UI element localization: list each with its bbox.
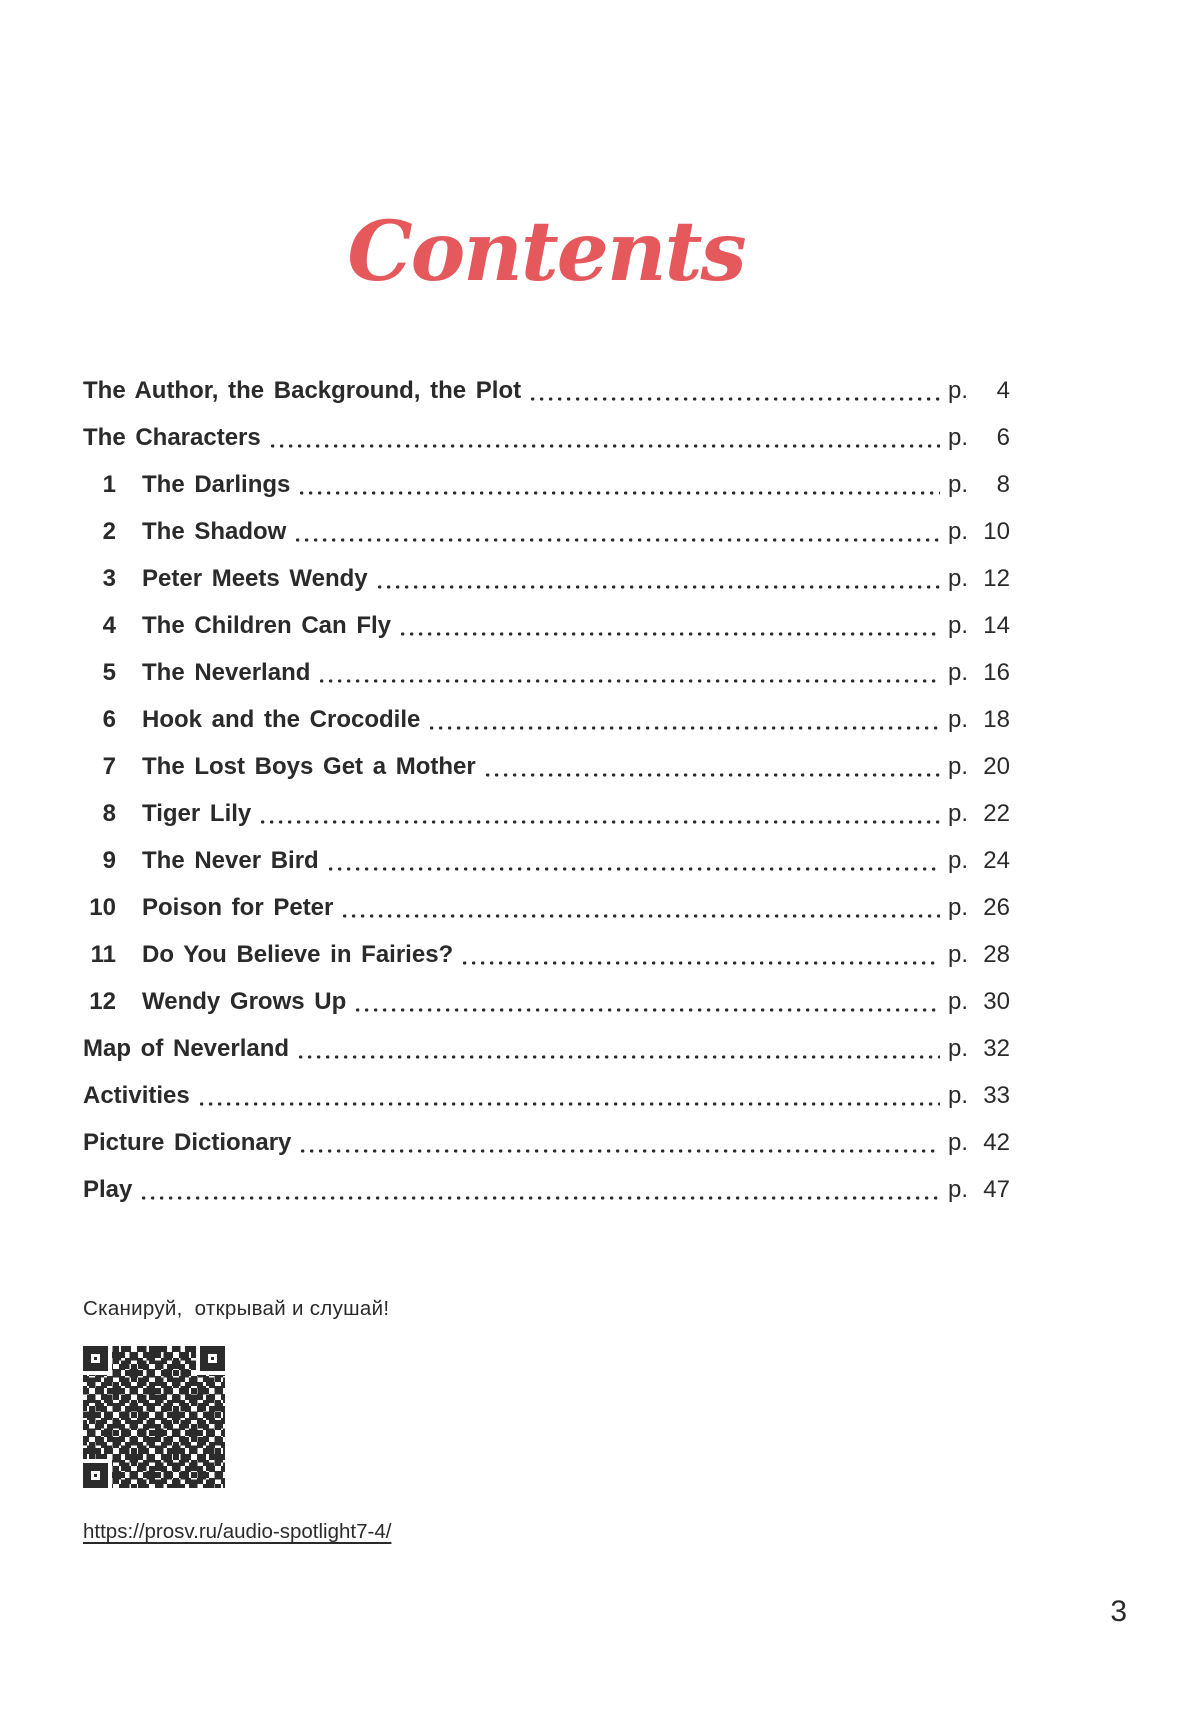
page-title: Contents [347, 204, 745, 300]
dot-leader [261, 801, 940, 827]
dot-leader [320, 660, 940, 686]
dot-leader [299, 1036, 940, 1062]
toc-row [83, 707, 1010, 733]
toc-entry-page: 8 [996, 471, 1010, 498]
qr-finder-icon [83, 1346, 108, 1371]
toc-entry-number: 2 [102, 518, 116, 545]
toc-entry-page: 28 [983, 941, 1010, 968]
toc-entry-title: The Neverland [142, 659, 311, 686]
toc-page-label: p. [947, 988, 968, 1015]
toc-page-label: p. [947, 612, 968, 639]
toc-entry-title: Activities [83, 1082, 190, 1109]
toc-row [83, 895, 1010, 921]
dot-leader [329, 848, 940, 874]
toc-entry-title: Hook and the Crocodile [142, 706, 421, 733]
toc-entry-page: 42 [983, 1129, 1010, 1156]
toc-entry-title: The Never Bird [142, 847, 319, 874]
dot-leader [301, 1130, 940, 1156]
toc-row [83, 754, 1010, 780]
toc-entry-title: Peter Meets Wendy [142, 565, 368, 592]
toc-entry-title: Map of Neverland [83, 1035, 290, 1062]
toc-row [83, 801, 1010, 827]
toc-entry-number: 4 [102, 612, 116, 639]
toc-row [83, 1177, 1010, 1203]
toc-row [83, 660, 1010, 686]
dot-leader [356, 989, 940, 1015]
toc-row [83, 1036, 1010, 1062]
toc-page-label: p. [947, 565, 968, 592]
toc-entry-page: 4 [996, 377, 1010, 404]
toc-row [83, 378, 1010, 404]
dot-leader [531, 378, 940, 404]
toc-page-label: p. [947, 1035, 968, 1062]
toc-entry-title: The Characters [83, 424, 261, 451]
toc-entry-page: 24 [983, 847, 1010, 874]
dot-leader [271, 425, 940, 451]
toc-page-label: p. [947, 753, 968, 780]
toc-entry-title: The Author, the Background, the Plot [83, 377, 522, 404]
toc-row [83, 519, 1010, 545]
toc-row [83, 566, 1010, 592]
scan-caption: Сканируй, открывай и слушай! [83, 1297, 390, 1320]
qr-finder-icon [83, 1463, 108, 1488]
toc-entry-page: 14 [983, 612, 1010, 639]
toc-row [83, 613, 1010, 639]
toc-row [83, 989, 1010, 1015]
toc-entry-title: Picture Dictionary [83, 1129, 292, 1156]
toc-entry-number: 9 [102, 847, 116, 874]
toc-entry-title: The Lost Boys Get a Mother [142, 753, 476, 780]
qr-code-icon [83, 1346, 225, 1488]
dot-leader [343, 895, 940, 921]
toc-page-label: p. [947, 847, 968, 874]
toc-entry-number: 12 [89, 988, 116, 1015]
toc-entry-title: Poison for Peter [142, 894, 334, 921]
toc-entry-number: 6 [102, 706, 116, 733]
toc-entry-number: 7 [102, 753, 116, 780]
toc-entry-title: The Darlings [142, 471, 291, 498]
toc-page-label: p. [947, 941, 968, 968]
toc-page-label: p. [947, 1129, 968, 1156]
folio-page-number: 3 [1110, 1595, 1127, 1628]
dot-leader [430, 707, 940, 733]
toc-entry-page: 47 [983, 1176, 1010, 1203]
toc-entry-title: Do You Believe in Fairies? [142, 941, 454, 968]
toc-entry-title: Wendy Grows Up [142, 988, 347, 1015]
dot-leader [401, 613, 940, 639]
toc-entry-title: Play [83, 1176, 133, 1203]
toc-page-label: p. [947, 659, 968, 686]
toc-page-label: p. [947, 424, 968, 451]
toc-entry-page: 6 [996, 424, 1010, 451]
toc-row [83, 848, 1010, 874]
dot-leader [378, 566, 940, 592]
toc-row [83, 425, 1010, 451]
toc-entry-page: 12 [983, 565, 1010, 592]
toc-row [83, 472, 1010, 498]
toc-entry-page: 22 [983, 800, 1010, 827]
dot-leader [200, 1083, 940, 1109]
dot-leader [300, 472, 940, 498]
dot-leader [486, 754, 940, 780]
dot-leader [463, 942, 940, 968]
toc-entry-title: Tiger Lily [142, 800, 252, 827]
toc-entry-number: 3 [102, 565, 116, 592]
dot-leader [142, 1177, 940, 1203]
toc-entry-page: 18 [983, 706, 1010, 733]
toc-entry-page: 26 [983, 894, 1010, 921]
audio-link[interactable]: https://prosv.ru/audio-spotlight7-4/ [83, 1520, 392, 1543]
toc-page-label: p. [947, 706, 968, 733]
toc-row [83, 1083, 1010, 1109]
toc-entry-number: 10 [89, 894, 116, 921]
toc-entry-page: 32 [983, 1035, 1010, 1062]
toc-entry-page: 30 [983, 988, 1010, 1015]
toc-entry-page: 10 [983, 518, 1010, 545]
toc-list [83, 366, 1010, 1224]
toc-entry-number: 5 [102, 659, 116, 686]
toc-entry-page: 33 [983, 1082, 1010, 1109]
audio-footer [83, 1297, 391, 1544]
toc-page-label: p. [947, 1176, 968, 1203]
toc-page-label: p. [947, 518, 968, 545]
toc-row [83, 1130, 1010, 1156]
toc-entry-page: 16 [983, 659, 1010, 686]
qr-finder-icon [200, 1346, 225, 1371]
toc-entry-number: 11 [90, 941, 116, 968]
toc-entry-title: The Children Can Fly [142, 612, 392, 639]
toc-page-label: p. [947, 471, 968, 498]
toc-page-label: p. [947, 377, 968, 404]
toc-entry-page: 20 [983, 753, 1010, 780]
toc-row [83, 942, 1010, 968]
toc-entry-number: 8 [102, 800, 116, 827]
dot-leader [296, 519, 940, 545]
toc-page-label: p. [947, 1082, 968, 1109]
toc-entry-title: The Shadow [142, 518, 287, 545]
toc-page-label: p. [947, 800, 968, 827]
toc-entry-number: 1 [102, 471, 116, 498]
toc-page-label: p. [947, 894, 968, 921]
